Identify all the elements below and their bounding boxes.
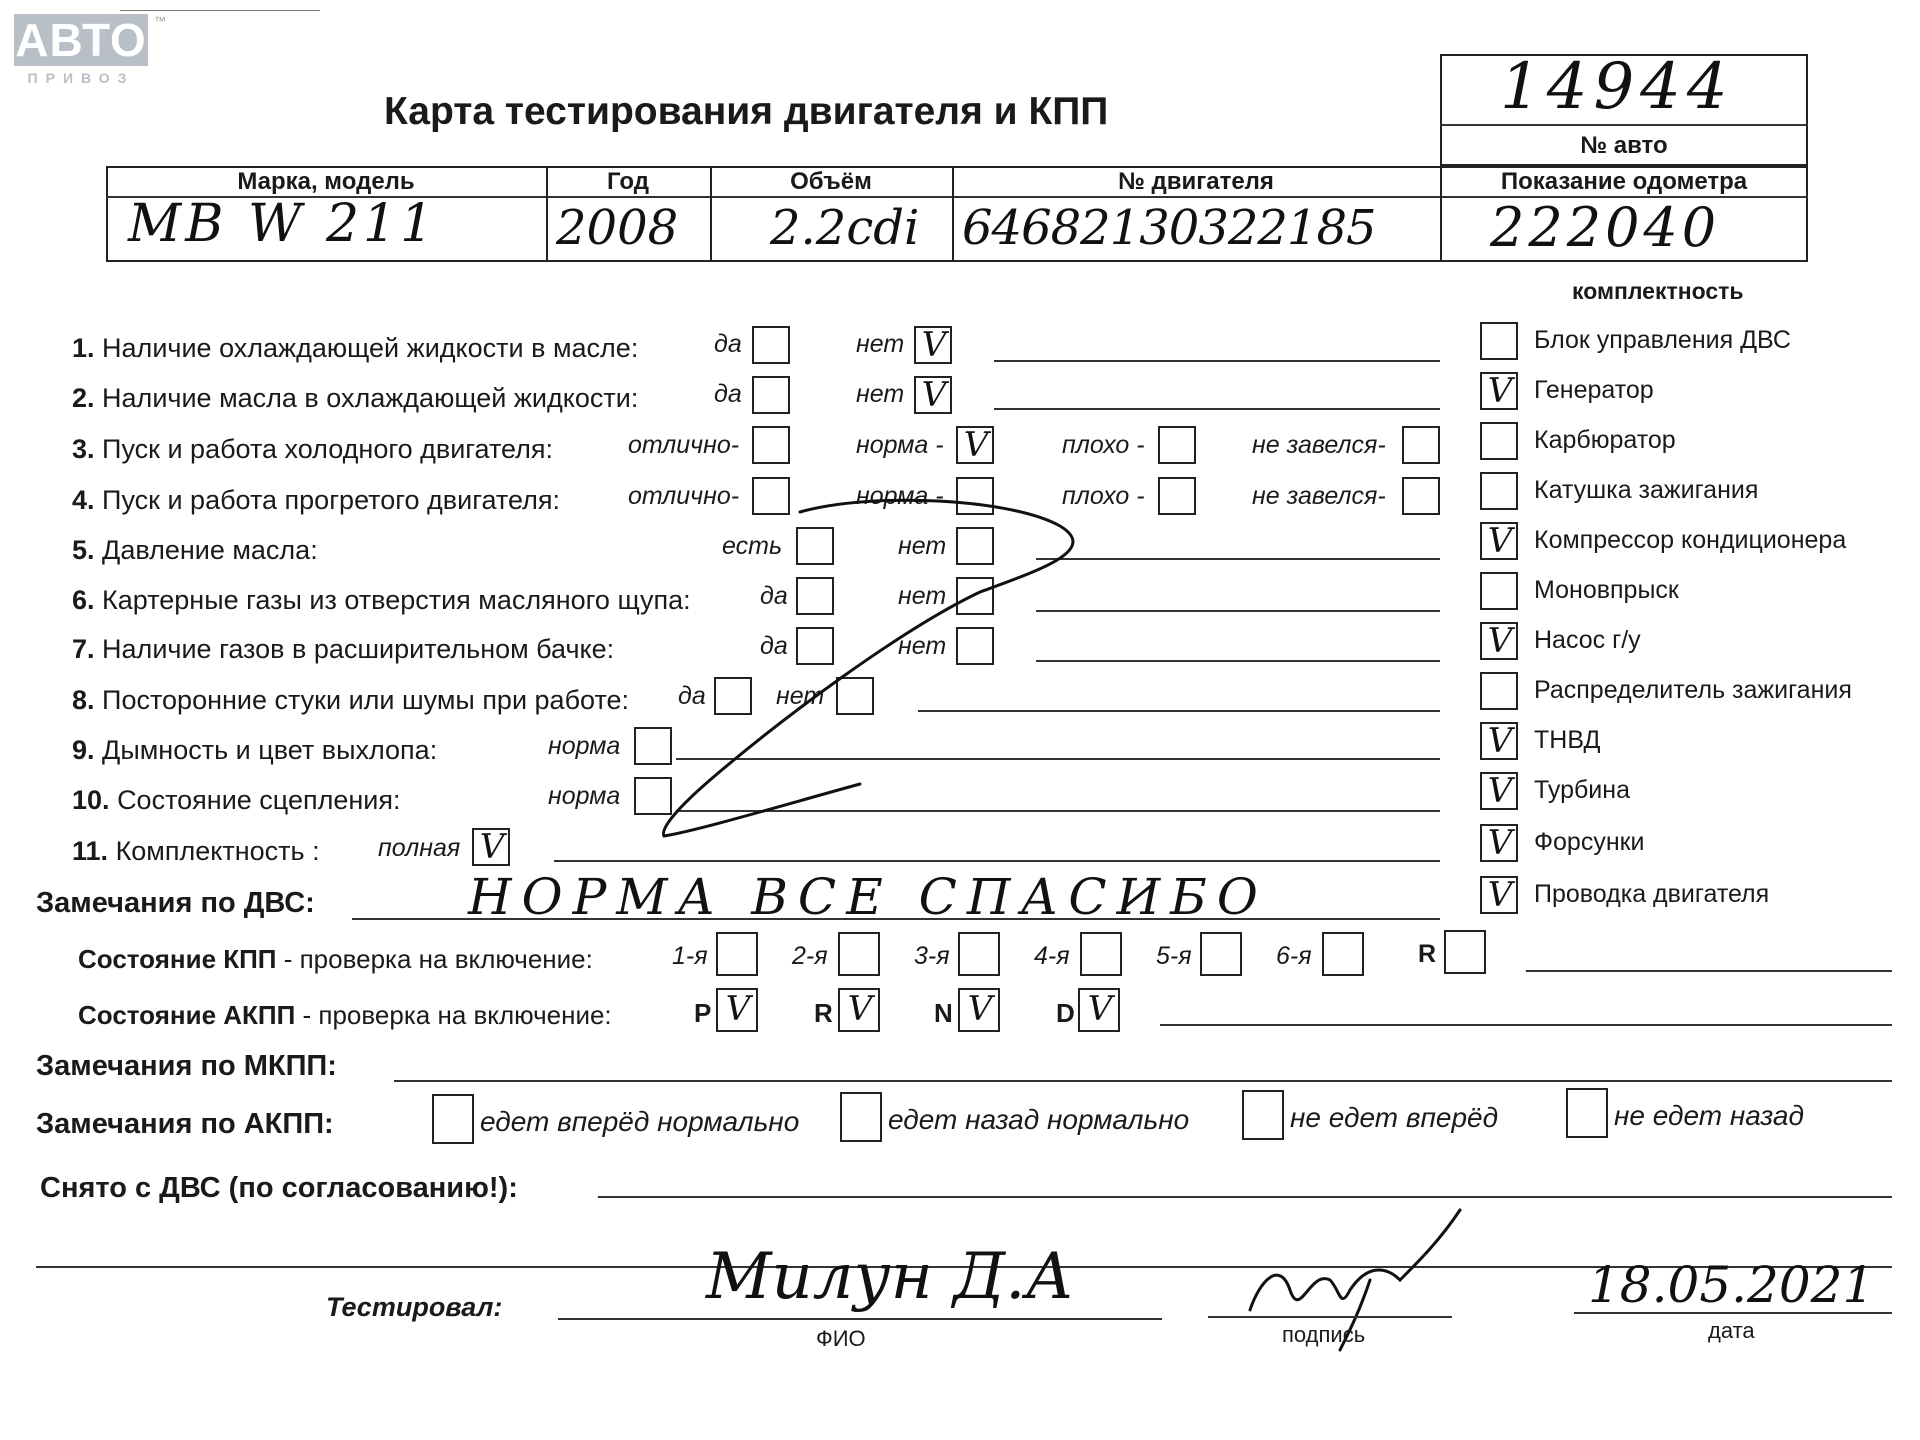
kpp-gear-2-label: 2-я: [792, 942, 828, 970]
q3-opt-excellent-label: отлично-: [628, 431, 740, 459]
kit-wiring-label: Проводка двигателя: [1534, 880, 1770, 908]
q2-num: 2.: [72, 383, 95, 413]
akpp-label: [78, 1000, 612, 1031]
car-number-label: № авто: [1580, 132, 1668, 159]
logo-tm: ™: [154, 14, 166, 28]
q11-text: Комплектность :: [115, 836, 320, 866]
q3-opt-normal-label: норма -: [856, 431, 944, 459]
q2-opt-net-label: нет: [856, 380, 905, 408]
check-mark: V: [1487, 771, 1513, 811]
kit-ac-compressor-checkbox[interactable]: [1480, 522, 1518, 560]
check-mark: V: [921, 375, 947, 415]
value-volume: 2.2cdi: [770, 200, 920, 256]
kpp-gear-4-checkbox[interactable]: [1080, 932, 1122, 976]
akpp-backward-ok-label: едет назад нормально: [888, 1104, 1190, 1135]
signature-line: [1208, 1316, 1452, 1318]
kpp-gear-6-checkbox[interactable]: [1322, 932, 1364, 976]
kpp-gear-1-checkbox[interactable]: [716, 932, 758, 976]
car-number-value: 14944: [1500, 50, 1734, 124]
q2-opt-da-label: да: [714, 380, 742, 408]
q1-opt-net-label: нет: [856, 330, 905, 358]
check-mark: V: [1487, 875, 1513, 915]
q4-opt-bad-label: плохо -: [1062, 482, 1145, 510]
kit-injectors-checkbox[interactable]: [1480, 824, 1518, 862]
fio-label: ФИО: [816, 1326, 866, 1351]
kit-wiring-checkbox[interactable]: [1480, 876, 1518, 914]
check-mark: V: [725, 989, 751, 1029]
akpp-no-forward-label: не едет вперёд: [1290, 1102, 1499, 1133]
check-mark: V: [1487, 721, 1513, 761]
kpp-gear-1-label: 1-я: [672, 942, 708, 970]
akpp-remarks-label: Замечания по АКПП:: [36, 1108, 334, 1140]
mkpp-remarks-line: [394, 1080, 1892, 1082]
kit-ignition-coil-label: Катушка зажигания: [1534, 476, 1759, 504]
kit-turbine-checkbox[interactable]: [1480, 772, 1518, 810]
dvs-remarks-value: НОРМА ВСЕ СПАСИБО: [468, 868, 1268, 926]
kpp-label: [78, 944, 593, 975]
q10-text: Состояние сцепления:: [117, 785, 401, 815]
q11-num: 11.: [72, 836, 109, 866]
akpp-r-checkbox[interactable]: [838, 988, 880, 1032]
akpp-d-checkbox[interactable]: [1078, 988, 1120, 1032]
q5-opt-yes-label: есть: [722, 532, 783, 560]
q5-num: 5.: [72, 535, 95, 565]
check-mark: V: [1487, 521, 1513, 561]
date-value: 18.05.2021: [1588, 1256, 1875, 1314]
q4-opt-nostart-label: не завелся-: [1252, 482, 1386, 510]
q7-opt-net-label: нет: [898, 632, 947, 660]
logo-sub: ПРИВОЗ: [27, 70, 135, 86]
kit-carburetor-label: Карбюратор: [1534, 426, 1676, 454]
logo-brand: АВТО: [15, 14, 147, 66]
kit-title: комплектность: [1572, 278, 1744, 304]
check-mark: V: [1487, 371, 1513, 411]
kit-injection-pump-label: ТНВД: [1534, 726, 1601, 754]
kpp-gear-6-label: 6-я: [1276, 942, 1312, 970]
q4-num: 4.: [72, 485, 95, 515]
check-mark: V: [967, 989, 993, 1029]
kpp-gear-r-checkbox[interactable]: [1444, 930, 1486, 974]
kit-injectors-label: Форсунки: [1534, 828, 1645, 856]
mkpp-remarks-label: Замечания по МКПП:: [36, 1050, 337, 1082]
q1-opt-da-label: да: [714, 330, 742, 358]
q8-opt-net-label: нет: [776, 682, 825, 710]
date-line: [1574, 1312, 1892, 1314]
kit-turbine-label: Турбина: [1534, 776, 1630, 804]
q6-text: Картерные газы из отверстия масляного щупа:: [102, 585, 691, 615]
check-mark: V: [1087, 989, 1113, 1029]
akpp-no-forward-checkbox[interactable]: [1242, 1090, 1284, 1140]
page-title: Карта тестирования двигателя и КПП: [384, 90, 1109, 133]
q4-opt-normal-label: норма -: [856, 482, 944, 510]
removed-label: Снято с ДВС (по согласованию!):: [40, 1172, 518, 1204]
header-year: Год: [607, 168, 649, 195]
date-label: дата: [1708, 1318, 1755, 1343]
kit-mono-injection-label: Моновпрыск: [1534, 576, 1679, 604]
akpp-backward-ok-checkbox[interactable]: [840, 1092, 882, 1142]
kit-generator-label: Генератор: [1534, 376, 1654, 404]
check-mark: V: [1487, 823, 1513, 863]
akpp-r-label: R: [814, 998, 833, 1028]
signature-label: подпись: [1282, 1322, 1366, 1347]
q9-text: Дымность и цвет выхлопа:: [102, 735, 438, 765]
q6-opt-net-label: нет: [898, 582, 947, 610]
kpp-gear-5-checkbox[interactable]: [1200, 932, 1242, 976]
kit-ecu-label: Блок управления ДВС: [1534, 326, 1791, 354]
tester-fio-value: Милун Д.А: [706, 1240, 1074, 1314]
kit-distributor-checkbox[interactable]: [1480, 672, 1518, 710]
q3-opt-nostart-label: не завелся-: [1252, 431, 1386, 459]
header-odometer: Показание одометра: [1500, 168, 1748, 195]
kpp-gear-3-checkbox[interactable]: [958, 932, 1000, 976]
q8-opt-da-label: да: [678, 682, 706, 710]
value-model: MB W 211: [128, 194, 438, 254]
q6-opt-da-label: да: [760, 582, 788, 610]
kit-ps-pump-checkbox[interactable]: [1480, 622, 1518, 660]
kit-generator-checkbox[interactable]: [1480, 372, 1518, 410]
q8-text: Посторонние стуки или шумы при работе:: [102, 685, 630, 715]
akpp-forward-ok-label: едет вперёд нормально: [480, 1106, 800, 1137]
value-engine-number: 64682130322185: [962, 200, 1376, 256]
kit-ps-pump-label: Насос г/у: [1534, 626, 1641, 654]
q1-num: 1.: [72, 333, 95, 363]
q10-num: 10.: [72, 785, 110, 815]
q9-num: 9.: [72, 735, 95, 765]
q4-text: Пуск и работа прогретого двигателя:: [102, 485, 560, 515]
value-year: 2008: [556, 200, 679, 256]
check-mark: V: [963, 425, 989, 465]
dvs-remarks-label: Замечания по ДВС:: [36, 887, 315, 919]
check-mark: V: [479, 827, 505, 867]
check-mark: V: [921, 325, 947, 365]
q7-text: Наличие газов в расширительном бачке:: [102, 634, 615, 664]
kpp-note-line: [1526, 970, 1892, 972]
kit-ecu-checkbox[interactable]: [1480, 322, 1518, 360]
tested-label: Тестировал:: [326, 1292, 503, 1322]
kpp-gear-4-label: 4-я: [1034, 942, 1070, 970]
value-odometer: 222040: [1490, 196, 1721, 259]
q7-opt-da-label: да: [760, 632, 788, 660]
q9-opt-normal-label: норма: [548, 732, 621, 760]
kpp-label-rest: - проверка на включение:: [276, 944, 593, 974]
q11-opt-full-label: полная: [378, 834, 461, 862]
q2-text: Наличие масла в охлаждающей жидкости:: [102, 383, 639, 413]
q8-num: 8.: [72, 685, 95, 715]
header-volume: Объём: [790, 168, 872, 195]
kpp-gear-r-label: R: [1418, 940, 1437, 968]
akpp-label-rest: - проверка на включение:: [295, 1000, 612, 1030]
akpp-note-line: [1160, 1024, 1892, 1026]
kpp-label-bold: Состояние КПП: [78, 944, 277, 974]
check-mark: V: [1487, 621, 1513, 661]
check-mark: V: [847, 989, 873, 1029]
q3-opt-bad-label: плохо -: [1062, 431, 1145, 459]
q5-opt-no-label: нет: [898, 532, 947, 560]
akpp-d-label: D: [1056, 998, 1075, 1028]
removed-line: [598, 1196, 1892, 1198]
q4-opt-excellent-label: отлично-: [628, 482, 740, 510]
q5-text: Давление масла:: [102, 535, 318, 565]
kpp-gear-2-checkbox[interactable]: [838, 932, 880, 976]
kit-distributor-label: Распределитель зажигания: [1534, 676, 1852, 704]
akpp-no-backward-label: не едет назад: [1614, 1100, 1804, 1131]
kit-injection-pump-checkbox[interactable]: [1480, 722, 1518, 760]
q10-opt-normal-label: норма: [548, 782, 621, 810]
akpp-n-checkbox[interactable]: [958, 988, 1000, 1032]
kit-ignition-coil-checkbox[interactable]: [1480, 472, 1518, 510]
kit-carburetor-checkbox[interactable]: [1480, 422, 1518, 460]
q7-num: 7.: [72, 634, 95, 664]
q6-num: 6.: [72, 585, 95, 615]
q3-num: 3.: [72, 434, 95, 464]
akpp-forward-ok-checkbox[interactable]: [432, 1094, 474, 1144]
q3-text: Пуск и работа холодного двигателя:: [102, 434, 554, 464]
akpp-label-bold: Состояние АКПП: [78, 1000, 296, 1030]
kpp-gear-3-label: 3-я: [914, 942, 950, 970]
q1-text: Наличие охлаждающей жидкости в масле:: [102, 333, 639, 363]
akpp-no-backward-checkbox[interactable]: [1566, 1088, 1608, 1138]
kit-ac-compressor-label: Компрессор кондиционера: [1534, 526, 1847, 554]
kit-mono-injection-checkbox[interactable]: [1480, 572, 1518, 610]
akpp-n-label: N: [934, 998, 953, 1028]
header-engine-number: № двигателя: [1118, 168, 1274, 195]
akpp-p-label: P: [694, 998, 712, 1028]
akpp-p-checkbox[interactable]: [716, 988, 758, 1032]
header-model: Марка, модель: [237, 168, 415, 195]
fio-line: [558, 1318, 1162, 1320]
kpp-gear-5-label: 5-я: [1156, 942, 1192, 970]
